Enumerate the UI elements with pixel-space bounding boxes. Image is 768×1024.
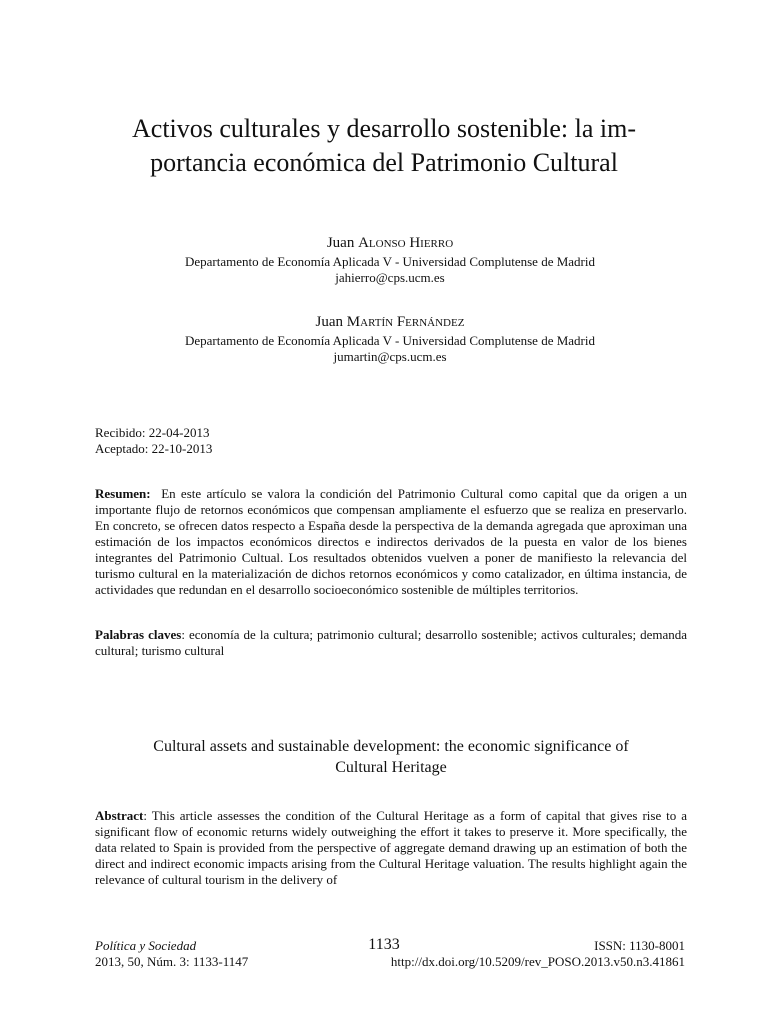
accepted-date: Aceptado: 22-10-2013 bbox=[95, 441, 213, 456]
author-email: jahierro@cps.ucm.es bbox=[335, 270, 445, 285]
paper-title-line-1: Activos culturales y desarrollo sostenible: la im- bbox=[132, 114, 636, 143]
english-title-line-1: Cultural assets and sustainable development: the economic significance of bbox=[153, 738, 629, 755]
paper-title bbox=[95, 112, 673, 180]
author-surname: Martín Fernández bbox=[346, 314, 465, 330]
author-block-1 bbox=[95, 234, 685, 286]
resumen-paragraph bbox=[95, 486, 687, 598]
resumen-label: Resumen: bbox=[95, 486, 151, 501]
journal-citation: 2013, 50, Núm. 3: 1133-1147 bbox=[95, 954, 249, 969]
resumen-text: En este artículo se valora la condición del Patrimonio Cultural como capital que da origen a un importante flujo de retornos económicos que compensan ampliamente el esfuerzo que se realiza en preservarlo. En concreto, se ofrecen datos respecto a España desde la perspectiva de la demanda agregada que aproximan una estimación de los impactos económicos directos e indirectos derivados de la puesta en valor de los bienes integrantes del Patrimonio Cultual. Los resultados obtenidos vuelven a poner de manifiesto la relevancia del turismo cultural en la materialización de dichos retornos económicos y como catalizador, en última instancia, de actividades que redundan en el desarrollo socioeconómico sostenible de múltiples territorios. bbox=[95, 486, 688, 597]
issn: ISSN: 1130-8001 bbox=[594, 938, 685, 953]
author-first-name: Juan bbox=[315, 314, 344, 330]
abstract-label: Abstract bbox=[95, 808, 144, 823]
received-date: Recibido: 22-04-2013 bbox=[95, 425, 210, 440]
english-title bbox=[95, 736, 687, 778]
author-affiliation: Departamento de Economía Aplicada V - Universidad Complutense de Madrid bbox=[185, 333, 595, 348]
author-affiliation: Departamento de Economía Aplicada V - Universidad Complutense de Madrid bbox=[185, 254, 595, 269]
author-name bbox=[95, 234, 685, 252]
footer-journal-info bbox=[95, 938, 248, 970]
journal-name: Política y Sociedad bbox=[95, 938, 197, 953]
keywords-label: Palabras claves bbox=[95, 627, 182, 642]
author-email: jumartin@cps.ucm.es bbox=[333, 349, 447, 364]
keywords-paragraph bbox=[95, 627, 687, 659]
keywords-text: : economía de la cultura; patrimonio cultural; desarrollo sostenible; activos culturales; demanda cultural; turismo cultural bbox=[95, 627, 688, 658]
doi-link[interactable]: http://dx.doi.org/10.5209/rev_POSO.2013.v50.n3.41861 bbox=[390, 954, 685, 969]
author-name bbox=[95, 313, 685, 331]
paper-title-line-2: portancia económica del Patrimonio Cultural bbox=[150, 148, 618, 177]
submission-dates bbox=[95, 425, 212, 457]
english-title-line-2: Cultural Heritage bbox=[335, 759, 447, 776]
author-block-2 bbox=[95, 313, 685, 365]
abstract-text: : This article assesses the condition of the Cultural Heritage as a form of capital that gives rise to a significant flow of economic returns widely outweighing the effort it takes to preserve it. More specifically, the data related to Spain is provided from the perspective of aggregate demand drawing up an estimation of both the direct and indirect economic impacts arising from the Cultural Heritage valuation. The results highlight again the relevance of cultural tourism in the delivery of bbox=[95, 808, 687, 887]
footer-identifiers bbox=[391, 938, 685, 970]
author-surname: Alonso Hierro bbox=[358, 235, 454, 251]
author-first-name: Juan bbox=[326, 235, 355, 251]
page-number: 1133 bbox=[368, 936, 400, 953]
abstract-paragraph bbox=[95, 808, 687, 888]
